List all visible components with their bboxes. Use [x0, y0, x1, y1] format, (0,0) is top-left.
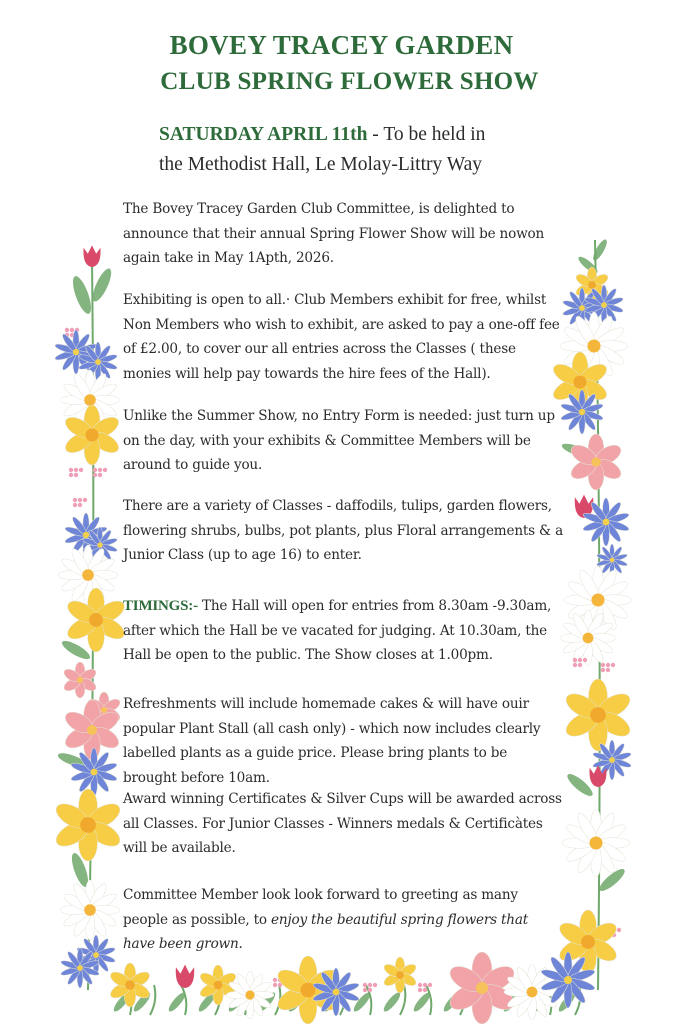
forget-me-not-icon — [423, 988, 427, 992]
closing-paragraph — [123, 883, 563, 957]
awards-paragraph: Award winning Certificates & Silver Cups will be awarded across all Classes. For Junior Classes - Winners medals & Certificàtes will be available. — [123, 791, 562, 856]
forget-me-not-icon — [368, 988, 372, 992]
forget-me-not-icon — [69, 468, 73, 472]
cornflower-icon — [70, 748, 118, 796]
forget-me-not-icon — [423, 983, 427, 987]
forget-me-not-icon — [428, 983, 432, 987]
daisy-icon — [60, 880, 120, 940]
intro-paragraph: The Bovey Tracey Garden Club Committee, is delighted to announce that their annual Spring Flower Show will be nowon again take in May 1Apth, 2026. — [123, 201, 545, 266]
leaf-icon — [411, 990, 432, 1013]
forget-me-not-icon — [73, 503, 77, 507]
forget-me-not-icon — [573, 663, 577, 667]
tulip-icon — [176, 965, 194, 988]
daisy-icon — [562, 809, 630, 877]
exhibiting-paragraph: Exhibiting is open to all.· Club Members exhibit for free, whilst Non Members who wish to exhibit, are asked to pay a one-off fee of £2.00, to cover our all entries across the Classes ( these monies will help pay towards the hire fees of the Hall). — [123, 292, 560, 382]
pink-blossom-icon — [568, 434, 624, 490]
leaf-icon — [69, 274, 94, 316]
forget-me-not-icon — [98, 473, 102, 477]
timings-text: The Hall will open for entries from 8.30am -9.30am, after which the Hall be ve vacated for judging. At 10.30am, the Hall be open to the public. The Show closes at 1.00pm. — [123, 598, 552, 663]
forget-me-not-icon — [93, 468, 97, 472]
classes-paragraph: There are a variety of Classes - daffodils, tulips, garden flowers, flowering shrubs, bulbs, pot plants, plus Floral arrangements & a Junior Class (up to age 16) to enter. — [123, 498, 563, 563]
forget-me-not-icon — [373, 983, 377, 987]
timings-label: TIMINGS:- — [123, 598, 198, 614]
refreshments-paragraph: Refreshments will include homemade cakes & will have ouir popular Plant Stall (all cash only) - which now includes clearly labelled plants as a guide price. Please bring plants to be brought before 10am. — [123, 696, 541, 786]
forget-me-not-icon — [418, 988, 422, 992]
leaf-icon — [381, 990, 402, 1013]
forget-me-not-icon — [79, 468, 83, 472]
forget-me-not-icon — [363, 988, 367, 992]
daffodil-icon — [52, 789, 124, 861]
title-line-2: CLUB SPRING FLOWER SHOW — [160, 68, 539, 95]
forget-me-not-icon — [578, 658, 582, 662]
leaf-icon — [351, 990, 372, 1013]
forget-me-not-icon — [418, 983, 422, 987]
stem — [150, 985, 155, 1015]
forget-me-not-icon — [583, 658, 587, 662]
forget-me-not-icon — [65, 328, 69, 332]
forget-me-not-icon — [601, 668, 605, 672]
entry-paragraph: Unlike the Summer Show, no Entry Form is needed: just turn up on the day, with your exhibits & Committee Members will be around to guide you. — [123, 408, 555, 473]
forget-me-not-icon — [93, 473, 97, 477]
forget-me-not-icon — [273, 983, 277, 987]
leaf-icon — [60, 638, 93, 663]
forget-me-not-icon — [74, 468, 78, 472]
forget-me-not-icon — [273, 978, 277, 982]
closing-italic-text: enjoy the beautiful spring flowers that have been grown. — [123, 911, 529, 952]
forget-me-not-icon — [103, 468, 107, 472]
forget-me-not-icon — [83, 498, 87, 502]
event-venue: the Methodist Hall, Le Molay-Littry Way — [159, 154, 483, 175]
forget-me-not-icon — [368, 983, 372, 987]
forget-me-not-icon — [78, 498, 82, 502]
forget-me-not-icon — [578, 663, 582, 667]
leaf-icon — [591, 238, 609, 263]
event-date-venue — [159, 120, 579, 180]
timings-paragraph — [123, 594, 563, 668]
forget-me-not-icon — [98, 468, 102, 472]
forget-me-not-icon — [606, 663, 610, 667]
forget-me-not-icon — [74, 473, 78, 477]
forget-me-not-icon — [606, 668, 610, 672]
leaf-icon — [166, 990, 187, 1013]
event-held-in: - To be held in — [367, 124, 486, 145]
forget-me-not-icon — [601, 663, 605, 667]
forget-me-not-icon — [573, 658, 577, 662]
forget-me-not-icon — [70, 328, 74, 332]
forget-me-not-icon — [363, 983, 367, 987]
forget-me-not-icon — [617, 928, 621, 932]
closing-text: Committee Member look look forward to greeting as many people as possible, to — [123, 887, 518, 928]
pink-blossom-icon — [446, 952, 518, 1024]
forget-me-not-icon — [73, 498, 77, 502]
tulip-icon — [83, 245, 100, 267]
title-line-1: BOVEY TRACEY GARDEN — [169, 30, 514, 60]
forget-me-not-icon — [78, 503, 82, 507]
forget-me-not-icon — [69, 473, 73, 477]
daffodil-icon — [562, 679, 634, 751]
forget-me-not-icon — [611, 663, 615, 667]
event-date: SATURDAY APRIL 11th — [159, 124, 368, 145]
daffodil-icon — [382, 957, 418, 993]
